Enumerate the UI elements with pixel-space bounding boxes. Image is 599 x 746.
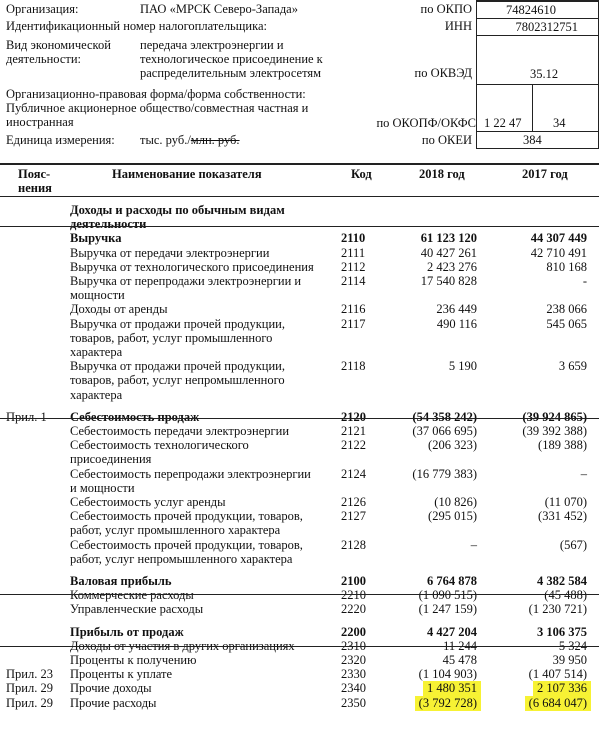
row-name-line: работ, услуг промышленного характера: [70, 523, 281, 538]
row-code: 2110: [341, 231, 366, 246]
row-name-line: деятельности: [70, 217, 147, 232]
row-value-2018: (1 090 515): [418, 588, 477, 603]
row-code: 2200: [341, 624, 366, 639]
row-code: 2117: [341, 316, 366, 331]
row-value-2018: –: [470, 537, 477, 552]
row-value-2017: (6 684 047): [525, 696, 591, 711]
org-value: ПАО «МРСК Северо-Запада»: [140, 2, 298, 16]
row-name-line: Проценты к получению: [70, 653, 197, 667]
row-value-2018: 236 449: [436, 302, 477, 317]
row-name-line: Выручка от перепродажи электроэнергии и: [70, 274, 302, 288]
row-value-2018: (1 104 903): [418, 667, 477, 682]
row-value-2018: 1 480 351: [423, 681, 481, 696]
row-value-2017: (189 388): [538, 438, 587, 453]
row-code: 2126: [341, 495, 366, 509]
row-value-2017: (1 407 514): [528, 667, 587, 682]
row-code: 2350: [341, 695, 366, 710]
row-name-line: Себестоимость перепродажи электроэнергии: [70, 466, 311, 481]
row-name-line: Себестоимость технологического: [70, 438, 249, 453]
row-value-2018: (3 792 728): [415, 696, 481, 711]
row-name-line: Себестоимость услуг аренды: [70, 495, 226, 509]
activity-value-2: технологическое присоединение к: [140, 52, 323, 66]
row-value-2018: 45 478: [442, 653, 477, 667]
okfs-value: 34: [553, 116, 566, 130]
row-code: 2220: [341, 602, 366, 617]
row-value-2018: 6 764 878: [427, 574, 477, 588]
row-value-2018: 5 190: [448, 359, 477, 374]
row-value-2017: 42 710 491: [530, 245, 587, 260]
row-name-line: присоединения: [70, 452, 152, 467]
row-name-line: Управленческие расходы: [70, 602, 204, 617]
row-code: 2116: [341, 302, 366, 317]
row-value-2018: (206 323): [428, 438, 477, 453]
row-value-2017: (45 488): [544, 588, 587, 603]
okei-label: по ОКЕИ: [421, 133, 472, 147]
row-value-2018: 4 427 204: [427, 624, 477, 639]
row-divider: [0, 594, 599, 595]
row-value-2017: 3 659: [558, 359, 587, 374]
row-name-line: Доходы и расходы по обычным видам: [70, 203, 285, 217]
row-value-2018: 11 244: [443, 638, 477, 653]
row-code: 2121: [341, 424, 366, 438]
column-header-2017: 2017 год: [522, 167, 568, 181]
legal-form-line-1: Организационно-правовая форма/форма собственности:: [6, 87, 306, 101]
row-code: 2330: [341, 667, 366, 682]
row-divider: [0, 226, 599, 227]
units-value-primary: тыс. руб./: [140, 133, 191, 147]
row-value-2018: 2 423 276: [427, 259, 477, 274]
row-value-2018: 490 116: [436, 316, 477, 331]
row-code: 2124: [341, 466, 366, 481]
okpo-value: 74824610: [506, 3, 556, 17]
okved-value: 35.12: [530, 67, 559, 81]
row-code: 2340: [341, 681, 366, 696]
okopf-value: 1 22 47: [484, 116, 522, 130]
row-name-line: Себестоимость передачи электроэнергии: [70, 424, 290, 438]
row-divider: [0, 646, 599, 647]
inn-value: 7802312751: [515, 20, 578, 34]
row-code: 2320: [341, 653, 366, 667]
row-code: 2100: [341, 574, 366, 588]
column-header-note: Пояс-нения: [18, 167, 52, 195]
row-value-2017: 44 307 449: [530, 231, 587, 246]
row-name-line: Прочие доходы: [70, 681, 152, 696]
row-note: Прил. 23: [6, 667, 53, 682]
units-value: [140, 133, 240, 148]
row-code: 2122: [341, 438, 366, 453]
row-name-line: Коммерческие расходы: [70, 588, 194, 603]
row-value-2017: 545 065: [546, 316, 587, 331]
row-name-line: Себестоимость прочей продукции, товаров,: [70, 509, 303, 524]
row-note: Прил. 29: [6, 681, 53, 696]
legal-form-line-3: иностранная: [6, 115, 74, 129]
row-name-line: Выручка от продажи прочей продукции,: [70, 359, 285, 374]
row-name-line: Прочие расходы: [70, 695, 157, 710]
row-name-line: Проценты к уплате: [70, 667, 173, 682]
row-name-line: характера: [70, 387, 123, 402]
row-note: Прил. 29: [6, 695, 53, 710]
row-value-2017: (331 452): [538, 509, 587, 524]
row-value-2017: 2 107 336: [533, 681, 591, 696]
inn-label: ИНН: [444, 19, 472, 33]
activity-label-1: Вид экономической: [6, 38, 111, 52]
row-value-2017: (39 924 865): [522, 409, 587, 424]
activity-label-2: деятельности:: [6, 52, 82, 66]
row-name-line: Себестоимость прочей продукции, товаров,: [70, 537, 303, 552]
row-value-2018: (54 358 242): [412, 409, 477, 424]
row-name-line: Выручка от продажи прочей продукции,: [70, 316, 285, 331]
row-value-2017: 238 066: [546, 302, 587, 317]
units-value-struck: млн. руб.: [190, 133, 240, 147]
row-value-2017: 5 324: [558, 638, 587, 653]
row-value-2018: 17 540 828: [420, 274, 477, 288]
row-value-2017: -: [582, 274, 587, 288]
row-value-2018: (16 779 383): [412, 466, 477, 481]
row-value-2018: 61 123 120: [420, 231, 477, 246]
row-value-2017: (11 070): [544, 495, 587, 509]
row-name-line: Выручка: [70, 231, 122, 246]
row-note: Прил. 1: [6, 409, 47, 424]
row-name-line: Себестоимость продаж: [70, 409, 200, 424]
row-value-2018: 40 427 261: [420, 245, 477, 260]
org-label: Организация:: [6, 2, 79, 16]
row-code: 2310: [341, 638, 366, 653]
row-value-2017: 39 950: [552, 653, 587, 667]
row-code: 2128: [341, 537, 366, 552]
column-header-name: Наименование показателя: [112, 167, 262, 181]
row-value-2017: (39 392 388): [522, 424, 587, 438]
activity-value-3: распределительным электросетям: [140, 66, 322, 80]
row-value-2017: (567): [559, 537, 587, 552]
row-value-2018: (1 247 159): [418, 602, 477, 617]
row-value-2017: 3 106 375: [537, 624, 587, 639]
row-name-line: Доходы от аренды: [70, 302, 168, 317]
row-value-2017: 810 168: [546, 259, 587, 274]
okopf-label: по ОКОПФ/ОКФС: [376, 116, 476, 130]
column-header-2018: 2018 год: [419, 167, 465, 181]
row-name-line: Валовая прибыль: [70, 574, 172, 588]
row-name-line: работ, услуг непромышленного характера: [70, 551, 293, 566]
legal-form-line-2: Публичное акционерное общество/совместная частная и: [6, 101, 309, 115]
row-value-2018: (10 826): [434, 495, 477, 509]
row-code: 2210: [341, 588, 366, 603]
row-divider: [0, 418, 599, 419]
okved-label: по ОКВЭД: [414, 66, 472, 80]
row-name-line: товаров, работ, услуг промышленного: [70, 330, 273, 345]
row-value-2018: (37 066 695): [412, 424, 477, 438]
row-name-line: Доходы от участия в других организациях: [70, 638, 295, 653]
row-name-line: Выручка от технологического присоединения: [70, 259, 314, 274]
row-value-2017: (1 230 721): [528, 602, 587, 617]
row-value-2017: 4 382 584: [537, 574, 587, 588]
row-name-line: характера: [70, 345, 123, 359]
activity-value-1: передача электроэнергии и: [140, 38, 284, 52]
row-name-line: и мощности: [70, 480, 135, 495]
row-code: 2112: [341, 259, 366, 274]
inn-label-text: Идентификационный номер налогоплательщика:: [6, 19, 267, 33]
row-name-line: Выручка от передачи электроэнергии: [70, 245, 270, 260]
units-label: Единица измерения:: [6, 133, 115, 147]
row-code: 2111: [341, 245, 366, 260]
okei-value: 384: [523, 133, 542, 147]
row-name-line: Прибыль от продаж: [70, 624, 184, 639]
row-name-line: мощности: [70, 288, 125, 303]
row-code: 2114: [341, 274, 366, 288]
okpo-label: по ОКПО: [420, 2, 472, 16]
row-value-2017: –: [580, 466, 587, 481]
row-code: 2127: [341, 509, 366, 524]
row-code: 2120: [341, 409, 366, 424]
row-code: 2118: [341, 359, 366, 374]
column-header-code: Код: [351, 167, 372, 181]
row-name-line: товаров, работ, услуг непромышленного: [70, 373, 285, 388]
row-value-2018: (295 015): [428, 509, 477, 524]
